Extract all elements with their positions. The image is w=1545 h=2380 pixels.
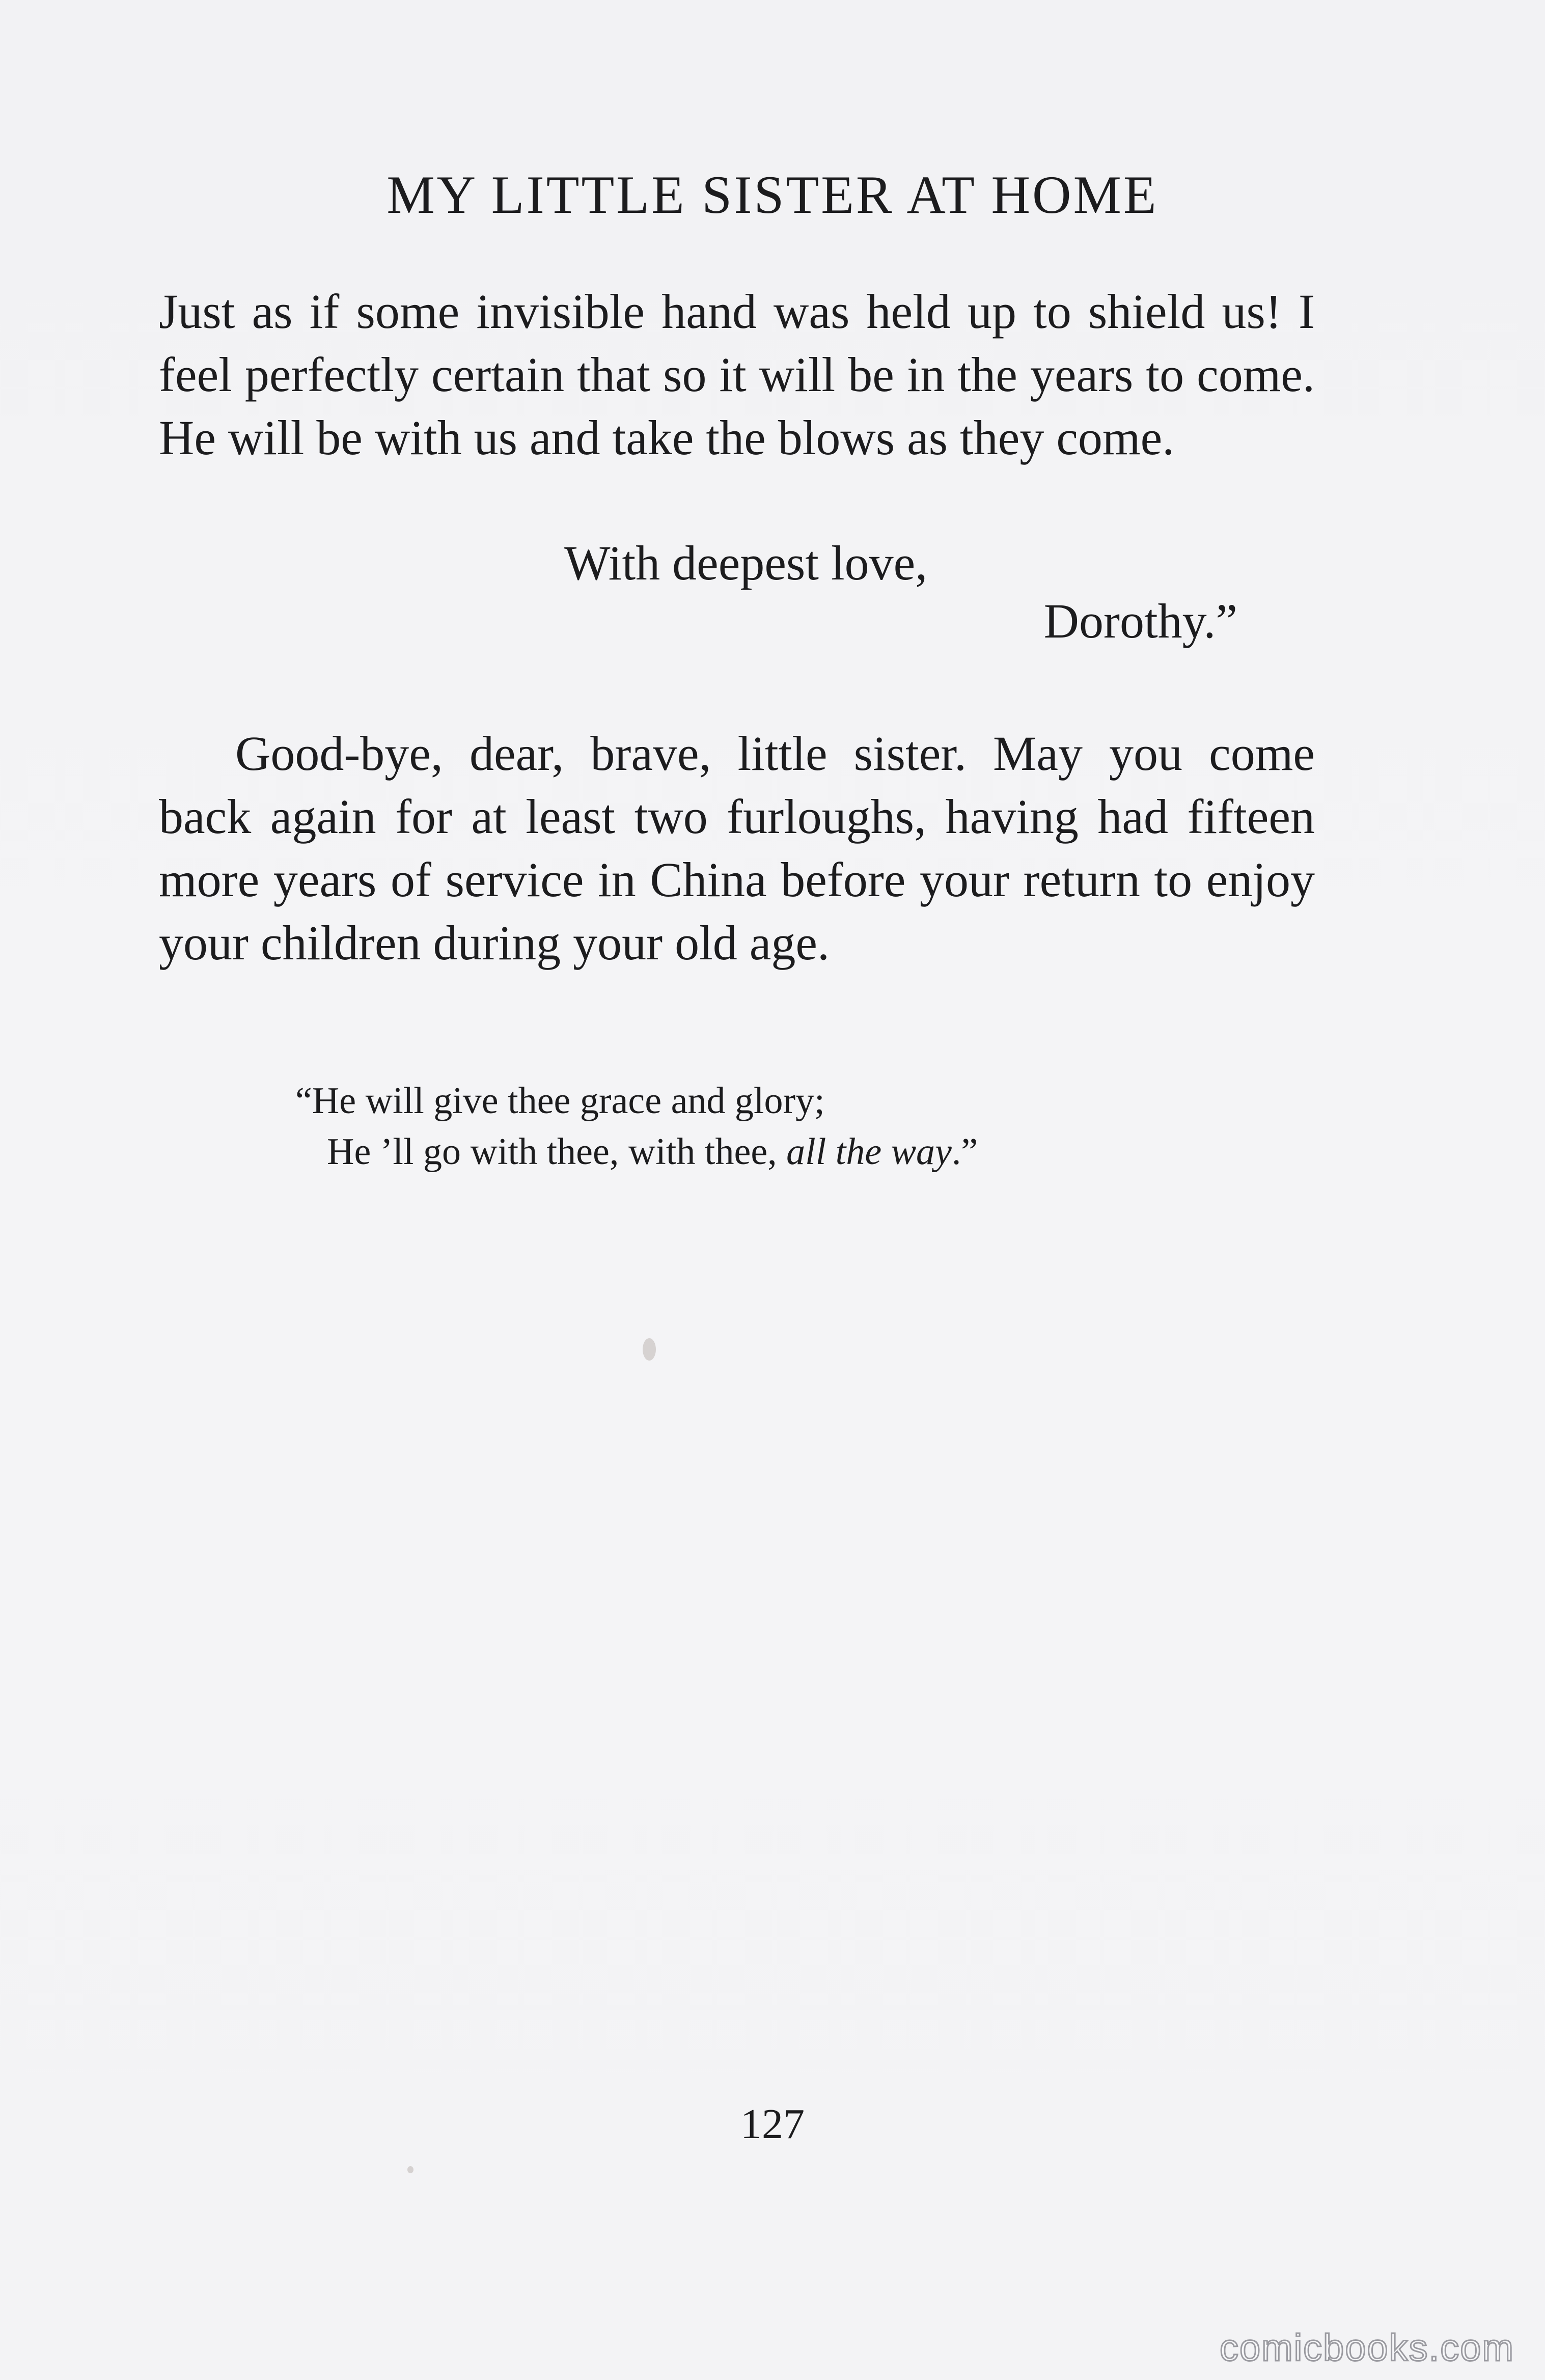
verse-line-1: “He will give thee grace and glory; (295, 1080, 825, 1122)
verse-line-2 (295, 1126, 978, 1177)
running-head: MY LITTLE SISTER AT HOME (387, 165, 1158, 225)
farewell-body (159, 722, 1315, 975)
verse-line-2-italic: all the way (786, 1131, 952, 1173)
letter-signature: Dorothy.” (1043, 594, 1237, 648)
paper-speck (407, 2166, 413, 2173)
page-number: 127 (740, 2100, 805, 2148)
hymn-verse (295, 1075, 978, 1177)
letter-closing: With deepest love, (564, 536, 928, 590)
paper-speck (643, 1338, 656, 1361)
farewell-paragraph: Good-bye, dear, brave, little sister. May you come back again for at least two furloughs, having had fifteen more years of service in China before your return to enjoy your children during your old age. (159, 726, 1315, 970)
verse-line-2-text: He ’ll go with thee, with thee, (327, 1131, 787, 1173)
letter-body (159, 280, 1315, 469)
letter-paragraph: Just as if some invisible hand was held up to shield us! I feel perfectly certain that so it will be in the years to come. He will be with us and take the blows as they come. (159, 284, 1315, 465)
verse-line-2-end: .” (951, 1131, 978, 1173)
watermark: comicbooks.com (1219, 2327, 1514, 2369)
